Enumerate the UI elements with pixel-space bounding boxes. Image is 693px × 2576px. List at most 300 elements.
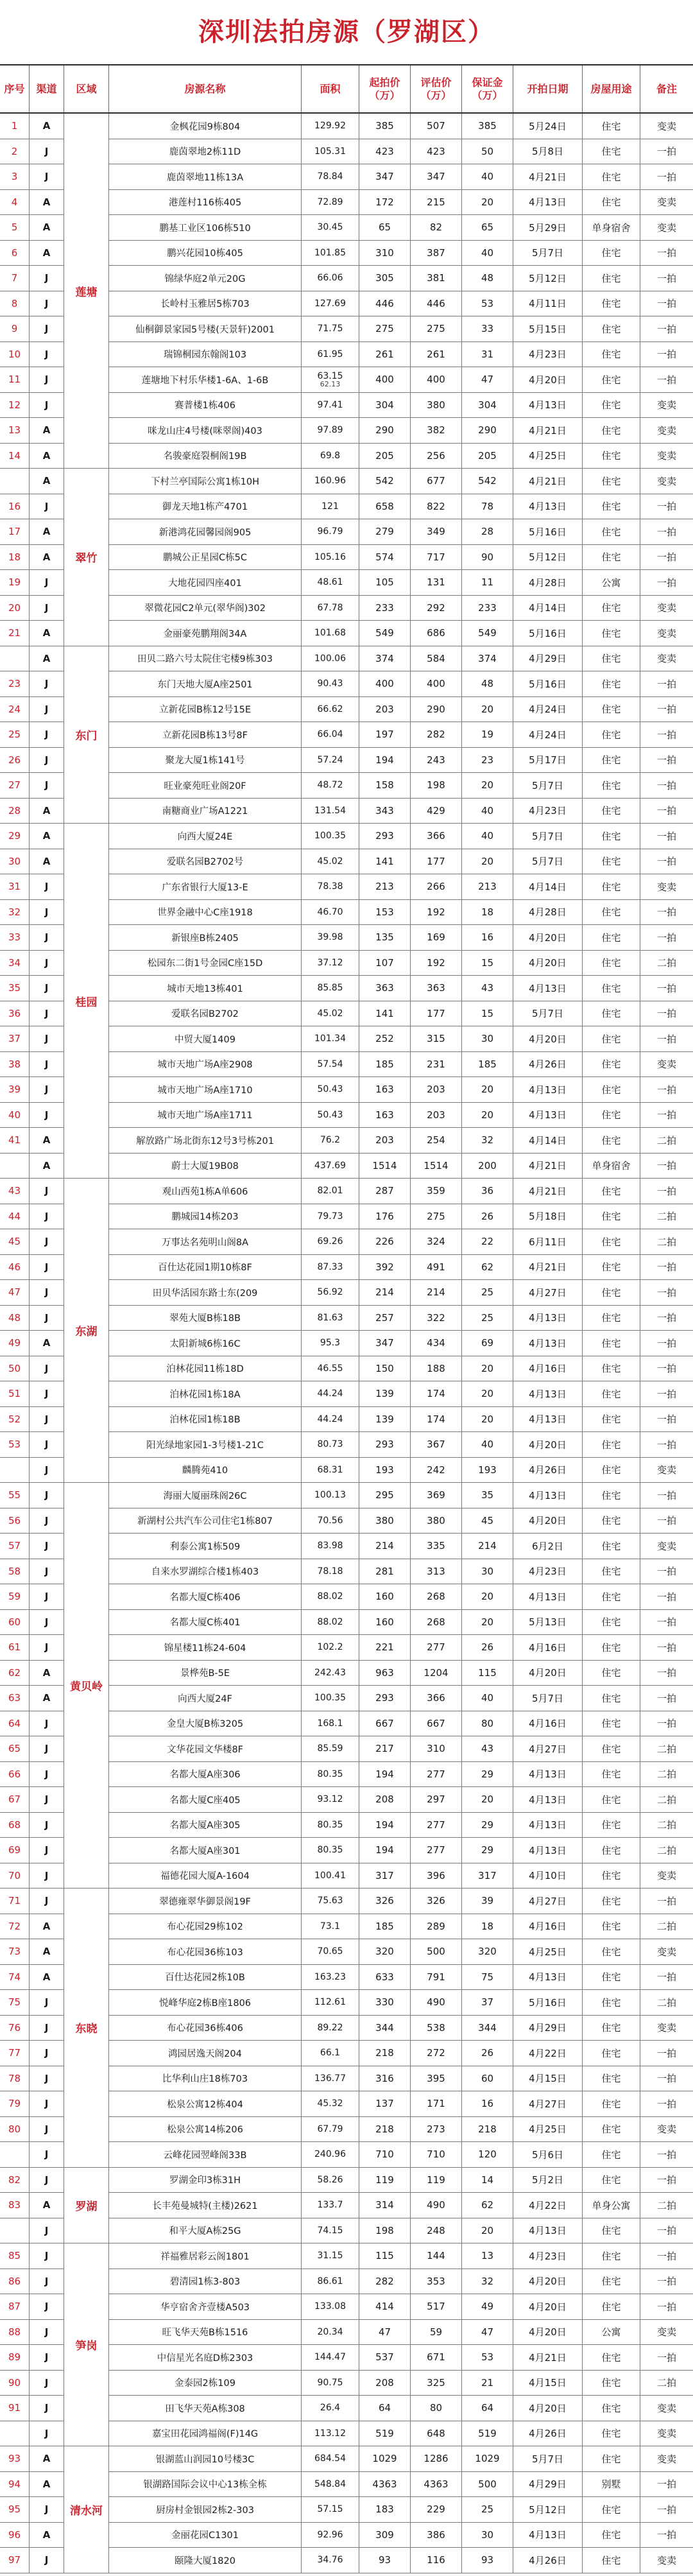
row-note: 二拍 xyxy=(656,1794,676,1806)
row-start-date: 4月23日 xyxy=(513,799,583,824)
row-name: 布心花园36栋406 xyxy=(109,2016,302,2041)
row-start-price: 343 xyxy=(359,799,411,824)
row-eval-price: 82 xyxy=(411,215,462,240)
row-deposit: 50 xyxy=(462,139,513,164)
row-start-price: 330 xyxy=(359,1990,411,2015)
row-usage: 住宅 xyxy=(583,2294,640,2319)
row-deposit: 20 xyxy=(462,1610,513,1635)
row-name: 大地花园四座401 xyxy=(109,570,302,595)
row-name: 海丽大厦丽珠阁26C xyxy=(109,1483,302,1508)
row-area xyxy=(302,799,359,824)
row-channel: A xyxy=(30,1154,64,1179)
row-deposit: 20 xyxy=(462,1584,513,1609)
table-body xyxy=(0,114,693,2576)
row-deposit: 193 xyxy=(462,1458,513,1483)
row-start-date: 4月13日 xyxy=(513,976,583,1001)
row-channel: A xyxy=(30,545,64,570)
row-eval-price: 500 xyxy=(411,1939,462,1964)
row-start-price: 344 xyxy=(359,2016,411,2041)
row-area-value: 34.76 xyxy=(317,2555,343,2566)
row-area-value: 100.06 xyxy=(314,653,346,664)
row-number: 60 xyxy=(0,1610,30,1635)
row-area xyxy=(302,671,359,696)
row-start-date: 4月16日 xyxy=(513,1356,583,1381)
row-name: 爱联名园B2702号 xyxy=(109,849,302,874)
row-note: 一拍 xyxy=(656,2148,676,2161)
row-number: 1 xyxy=(0,114,30,139)
row-usage: 住宅 xyxy=(583,1534,640,1559)
row-number: 5 xyxy=(0,215,30,240)
row-channel: A xyxy=(30,621,64,646)
row-channel: J xyxy=(30,1483,64,1508)
row-name: 名都大厦A座306 xyxy=(109,1762,302,1787)
row-eval-price: 277 xyxy=(411,1635,462,1660)
row-channel: A xyxy=(30,241,64,266)
row-deposit: 214 xyxy=(462,1534,513,1559)
row-eval-price: 671 xyxy=(411,2345,462,2370)
row-number: 25 xyxy=(0,722,30,747)
row-start-date: 4月13日 xyxy=(513,2218,583,2243)
row-note: 变卖 xyxy=(656,424,676,437)
row-area xyxy=(302,1255,359,1280)
row-usage: 住宅 xyxy=(583,2523,640,2548)
row-usage: 住宅 xyxy=(583,2243,640,2269)
row-start-date: 4月26日 xyxy=(513,1458,583,1483)
row-area-value: 50.43 xyxy=(317,1109,343,1120)
row-name: 东门天地大厦A座2501 xyxy=(109,671,302,696)
row-eval-price: 386 xyxy=(411,2523,462,2548)
row-area xyxy=(302,1128,359,1153)
row-name: 金丽花园C1301 xyxy=(109,2523,302,2548)
row-eval-price: 289 xyxy=(411,1914,462,1939)
row-start-price: 314 xyxy=(359,2193,411,2218)
row-area-value: 100.35 xyxy=(314,1693,346,1704)
row-usage: 住宅 xyxy=(583,1914,640,1939)
row-start-price: 326 xyxy=(359,1889,411,1914)
row-deposit: 344 xyxy=(462,2016,513,2041)
row-start-date: 4月13日 xyxy=(513,1584,583,1609)
row-number: 94 xyxy=(0,2472,30,2497)
row-start-price: 282 xyxy=(359,2269,411,2294)
row-eval-price: 131 xyxy=(411,570,462,595)
row-deposit: 22 xyxy=(462,1229,513,1254)
row-eval-price: 367 xyxy=(411,1432,462,1457)
row-usage: 住宅 xyxy=(583,1306,640,1331)
row-number: 39 xyxy=(0,1077,30,1102)
row-name: 厨房村金银园2栋2-303 xyxy=(109,2497,302,2522)
row-deposit: 43 xyxy=(462,1736,513,1761)
row-start-price: 160 xyxy=(359,1610,411,1635)
row-name: 金枫花园9栋804 xyxy=(109,114,302,139)
row-eval-price: 380 xyxy=(411,393,462,418)
row-eval-price: 277 xyxy=(411,1813,462,1838)
row-number: 28 xyxy=(0,799,30,824)
row-eval-price: 446 xyxy=(411,291,462,316)
row-note: 一拍 xyxy=(656,2073,676,2085)
row-area-value: 80.35 xyxy=(317,1768,343,1779)
row-note: 一拍 xyxy=(656,1515,676,1527)
row-area xyxy=(302,1965,359,1990)
row-number: 14 xyxy=(0,444,30,469)
row-start-date: 6月11日 xyxy=(513,1229,583,1254)
row-eval-price: 144 xyxy=(411,2243,462,2269)
row-usage: 住宅 xyxy=(583,1762,640,1787)
row-eval-price: 667 xyxy=(411,1711,462,1736)
row-channel: J xyxy=(30,2320,64,2345)
row-area-value: 70.65 xyxy=(317,1946,343,1957)
row-area xyxy=(302,1077,359,1102)
row-name: 银湖路国际会议中心13栋全栋 xyxy=(109,2472,302,2497)
row-note: 一拍 xyxy=(656,830,676,842)
row-usage: 住宅 xyxy=(583,1255,640,1280)
row-number: 85 xyxy=(0,2243,30,2269)
row-number: 45 xyxy=(0,1229,30,1254)
row-number: 74 xyxy=(0,1965,30,1990)
row-note: 变卖 xyxy=(656,450,676,462)
row-area xyxy=(302,1204,359,1229)
row-note: 一拍 xyxy=(656,704,676,716)
row-number: 41 xyxy=(0,1128,30,1153)
row-area xyxy=(302,1154,359,1179)
row-area xyxy=(302,393,359,418)
row-start-price: 163 xyxy=(359,1077,411,1102)
row-number: 49 xyxy=(0,1331,30,1356)
row-start-date: 5月8日 xyxy=(513,139,583,164)
row-eval-price: 229 xyxy=(411,2497,462,2522)
row-area xyxy=(302,849,359,874)
row-deposit: 200 xyxy=(462,1154,513,1179)
row-number: 50 xyxy=(0,1356,30,1381)
row-deposit: 290 xyxy=(462,418,513,443)
row-note: 一拍 xyxy=(656,171,676,183)
row-channel: J xyxy=(30,494,64,519)
row-deposit: 519 xyxy=(462,2421,513,2446)
row-channel: J xyxy=(30,2016,64,2041)
row-area xyxy=(302,2396,359,2421)
row-start-date: 4月20日 xyxy=(513,2269,583,2294)
row-deposit: 48 xyxy=(462,671,513,696)
row-start-price: 287 xyxy=(359,1179,411,1204)
row-name: 咪龙山庄4号楼(咪翠阁)403 xyxy=(109,418,302,443)
row-usage: 住宅 xyxy=(583,393,640,418)
row-start-price: 137 xyxy=(359,2091,411,2116)
row-channel: J xyxy=(30,367,64,392)
row-number: 7 xyxy=(0,266,30,291)
row-channel: A xyxy=(30,2193,64,2218)
row-usage: 住宅 xyxy=(583,1863,640,1889)
district-cell: 桂园 xyxy=(64,824,109,1179)
row-channel: J xyxy=(30,2218,64,2243)
row-name: 鸿园居逸天阁204 xyxy=(109,2041,302,2066)
row-area xyxy=(302,951,359,976)
row-number: 52 xyxy=(0,1407,30,1432)
row-usage: 住宅 xyxy=(583,342,640,367)
row-usage: 住宅 xyxy=(583,1838,640,1863)
row-usage: 住宅 xyxy=(583,596,640,621)
row-deposit: 90 xyxy=(462,545,513,570)
row-note: 一拍 xyxy=(656,1286,676,1299)
row-usage: 住宅 xyxy=(583,418,640,443)
row-area xyxy=(302,545,359,570)
row-number: 90 xyxy=(0,2371,30,2396)
header-no: 序号 xyxy=(0,65,30,112)
row-note: 一拍 xyxy=(656,576,676,589)
row-channel: J xyxy=(30,1229,64,1254)
row-deposit: 120 xyxy=(462,2142,513,2167)
row-deposit: 16 xyxy=(462,925,513,950)
row-area xyxy=(302,1103,359,1128)
row-start-price: 347 xyxy=(359,1331,411,1356)
row-note: 变卖 xyxy=(656,2123,676,2136)
row-area xyxy=(302,2497,359,2522)
row-area-value: 113.12 xyxy=(314,2428,346,2439)
row-usage: 住宅 xyxy=(583,1128,640,1153)
row-deposit: 43 xyxy=(462,976,513,1001)
row-usage: 住宅 xyxy=(583,646,640,671)
row-start-date: 4月13日 xyxy=(513,1306,583,1331)
row-eval-price: 366 xyxy=(411,824,462,849)
row-name: 阳光绿地家园1-3号楼1-21C xyxy=(109,1432,302,1457)
row-name: 锦星楼11栋24-604 xyxy=(109,1635,302,1660)
row-area-value: 80.73 xyxy=(317,1439,343,1450)
row-area xyxy=(302,1584,359,1609)
row-usage: 住宅 xyxy=(583,2446,640,2471)
row-note: 一拍 xyxy=(656,931,676,944)
district-cell: 清水河 xyxy=(64,2446,109,2573)
row-channel: J xyxy=(30,2066,64,2091)
row-usage: 住宅 xyxy=(583,1229,640,1254)
header-area: 面积 xyxy=(302,65,359,112)
row-name: 城市天地广场A座1711 xyxy=(109,1103,302,1128)
row-eval-price: 198 xyxy=(411,773,462,798)
row-start-price: 158 xyxy=(359,773,411,798)
row-name: 立新花园B栋13号8F xyxy=(109,722,302,747)
row-eval-price: 268 xyxy=(411,1610,462,1635)
row-channel: J xyxy=(30,1407,64,1432)
row-area xyxy=(302,1179,359,1204)
row-start-date: 4月15日 xyxy=(513,2371,583,2396)
row-deposit: 18 xyxy=(462,900,513,925)
row-channel: J xyxy=(30,1077,64,1102)
row-note: 一拍 xyxy=(656,374,676,386)
row-area xyxy=(302,367,359,392)
row-channel: J xyxy=(30,1432,64,1457)
row-deposit: 30 xyxy=(462,1559,513,1584)
row-number xyxy=(0,2142,30,2167)
row-area xyxy=(302,1356,359,1381)
header-channel: 渠道 xyxy=(30,65,64,112)
row-deposit: 25 xyxy=(462,1306,513,1331)
row-eval-price: 273 xyxy=(411,2117,462,2142)
row-channel: J xyxy=(30,1863,64,1889)
row-area-value: 71.75 xyxy=(317,324,343,334)
row-area xyxy=(302,1813,359,1838)
row-note: 一拍 xyxy=(656,1667,676,1679)
header-district: 区域 xyxy=(64,65,109,112)
row-area xyxy=(302,900,359,925)
row-start-price: 320 xyxy=(359,1939,411,1964)
row-area xyxy=(302,570,359,595)
row-channel: J xyxy=(30,2041,64,2066)
row-start-date: 4月13日 xyxy=(513,190,583,215)
row-number: 11 xyxy=(0,367,30,392)
row-area-value: 100.41 xyxy=(314,1870,346,1881)
row-channel: J xyxy=(30,722,64,747)
row-channel: J xyxy=(30,2345,64,2370)
row-start-price: 203 xyxy=(359,1128,411,1153)
row-note: 二拍 xyxy=(656,1819,676,1831)
row-name: 银湖蓝山润园10号楼3C xyxy=(109,2446,302,2471)
row-deposit: 18 xyxy=(462,1914,513,1939)
row-start-date: 4月13日 xyxy=(513,1762,583,1787)
row-channel: J xyxy=(30,2243,64,2269)
row-start-date: 4月27日 xyxy=(513,2091,583,2116)
row-area xyxy=(302,1889,359,1914)
row-usage: 住宅 xyxy=(583,976,640,1001)
header-eval-price: 评估价（万） xyxy=(411,65,462,112)
row-note: 一拍 xyxy=(656,146,676,158)
row-start-price: 1029 xyxy=(359,2446,411,2471)
row-area xyxy=(302,1559,359,1584)
row-number: 21 xyxy=(0,621,30,646)
row-usage: 住宅 xyxy=(583,900,640,925)
district-cell: 东晓 xyxy=(64,1889,109,2168)
row-area xyxy=(302,2193,359,2218)
row-start-date: 5月7日 xyxy=(513,2446,583,2471)
row-note: 一拍 xyxy=(656,1591,676,1603)
row-number: 86 xyxy=(0,2269,30,2294)
row-start-date: 4月29日 xyxy=(513,2016,583,2041)
row-name: 观山西苑1栋A单606 xyxy=(109,1179,302,1204)
row-name: 自来水罗湖综合楼1栋403 xyxy=(109,1559,302,1584)
row-note: 一拍 xyxy=(656,1718,676,1730)
row-start-date: 4月13日 xyxy=(513,494,583,519)
row-note: 一拍 xyxy=(656,856,676,868)
row-usage: 住宅 xyxy=(583,139,640,164)
row-start-date: 4月15日 xyxy=(513,2066,583,2091)
row-usage: 住宅 xyxy=(583,2168,640,2193)
row-usage: 住宅 xyxy=(583,291,640,316)
row-note: 一拍 xyxy=(656,1692,676,1704)
row-eval-price: 119 xyxy=(411,2168,462,2193)
row-usage: 住宅 xyxy=(583,1356,640,1381)
row-deposit: 15 xyxy=(462,951,513,976)
row-deposit: 25 xyxy=(462,1280,513,1305)
row-usage: 住宅 xyxy=(583,1508,640,1534)
row-start-price: 105 xyxy=(359,570,411,595)
row-eval-price: 192 xyxy=(411,951,462,976)
row-deposit: 47 xyxy=(462,367,513,392)
row-channel: J xyxy=(30,1052,64,1077)
row-start-price: 163 xyxy=(359,1103,411,1128)
row-area xyxy=(302,2066,359,2091)
row-usage: 单身公寓 xyxy=(583,2193,640,2218)
row-deposit: 15 xyxy=(462,1001,513,1026)
row-area-value: 39.98 xyxy=(317,932,343,943)
header-deposit: 保证金（万） xyxy=(462,65,513,112)
row-number xyxy=(0,2218,30,2243)
row-area-value: 63.15 xyxy=(317,370,343,381)
row-start-date: 4月10日 xyxy=(513,1863,583,1889)
row-start-price: 317 xyxy=(359,1863,411,1889)
row-channel: A xyxy=(30,190,64,215)
row-number: 72 xyxy=(0,1914,30,1939)
header-note: 备注 xyxy=(656,82,677,95)
row-number: 96 xyxy=(0,2523,30,2548)
row-start-date: 5月17日 xyxy=(513,748,583,773)
row-note: 一拍 xyxy=(656,1261,676,1274)
row-note: 一拍 xyxy=(656,323,676,335)
row-start-date: 5月12日 xyxy=(513,545,583,570)
row-usage: 住宅 xyxy=(583,1610,640,1635)
row-deposit: 20 xyxy=(462,1103,513,1128)
row-channel: A xyxy=(30,469,64,494)
row-area xyxy=(302,748,359,773)
row-usage: 住宅 xyxy=(583,1001,640,1026)
row-area xyxy=(302,824,359,849)
row-area-value: 82.01 xyxy=(317,1186,343,1197)
row-name: 名骏豪庭裂桐阁19B xyxy=(109,444,302,469)
row-start-date: 4月20日 xyxy=(513,1432,583,1457)
row-name: 嘉宝田花园鸿福阁(F)14G xyxy=(109,2421,302,2446)
row-channel: J xyxy=(30,951,64,976)
row-area-value: 168.1 xyxy=(317,1718,343,1729)
row-eval-price: 325 xyxy=(411,2371,462,2396)
row-eval-price: 261 xyxy=(411,342,462,367)
row-note: 变卖 xyxy=(656,653,676,665)
row-start-date: 5月18日 xyxy=(513,1204,583,1229)
row-start-price: 176 xyxy=(359,1204,411,1229)
row-usage: 住宅 xyxy=(583,2371,640,2396)
row-area-value: 90.75 xyxy=(317,2377,343,2388)
row-name: 云峰花园翌峰阁33B xyxy=(109,2142,302,2167)
row-start-price: 257 xyxy=(359,1306,411,1331)
row-area xyxy=(302,1001,359,1026)
row-usage: 住宅 xyxy=(583,2016,640,2041)
row-area xyxy=(302,2548,359,2573)
row-start-date: 4月16日 xyxy=(513,1914,583,1939)
row-start-date: 4月23日 xyxy=(513,342,583,367)
row-number: 17 xyxy=(0,519,30,544)
row-start-date: 5月16日 xyxy=(513,1990,583,2015)
row-deposit: 26 xyxy=(462,1204,513,1229)
row-channel: J xyxy=(30,291,64,316)
row-usage: 住宅 xyxy=(583,2117,640,2142)
row-channel: J xyxy=(30,1635,64,1660)
row-start-price: 549 xyxy=(359,621,411,646)
row-number: 91 xyxy=(0,2396,30,2421)
row-start-date: 4月20日 xyxy=(513,925,583,950)
row-area-value: 160.96 xyxy=(314,476,346,487)
row-note: 一拍 xyxy=(656,349,676,361)
row-area-value: 67.79 xyxy=(317,2123,343,2134)
row-usage: 住宅 xyxy=(583,1052,640,1077)
row-deposit: 40 xyxy=(462,1686,513,1711)
row-start-date: 4月16日 xyxy=(513,1635,583,1660)
row-eval-price: 4363 xyxy=(411,2472,462,2497)
row-deposit: 29 xyxy=(462,1813,513,1838)
row-number: 23 xyxy=(0,671,30,696)
row-name: 名都大厦C座405 xyxy=(109,1787,302,1812)
row-channel: J xyxy=(30,1179,64,1204)
row-number: 58 xyxy=(0,1559,30,1584)
row-note: 变卖 xyxy=(656,2554,676,2566)
row-start-date: 4月20日 xyxy=(513,367,583,392)
row-name: 锦绿华庭2单元20G xyxy=(109,266,302,291)
row-deposit: 213 xyxy=(462,874,513,899)
row-deposit: 21 xyxy=(462,2371,513,2396)
row-deposit: 93 xyxy=(462,2548,513,2573)
